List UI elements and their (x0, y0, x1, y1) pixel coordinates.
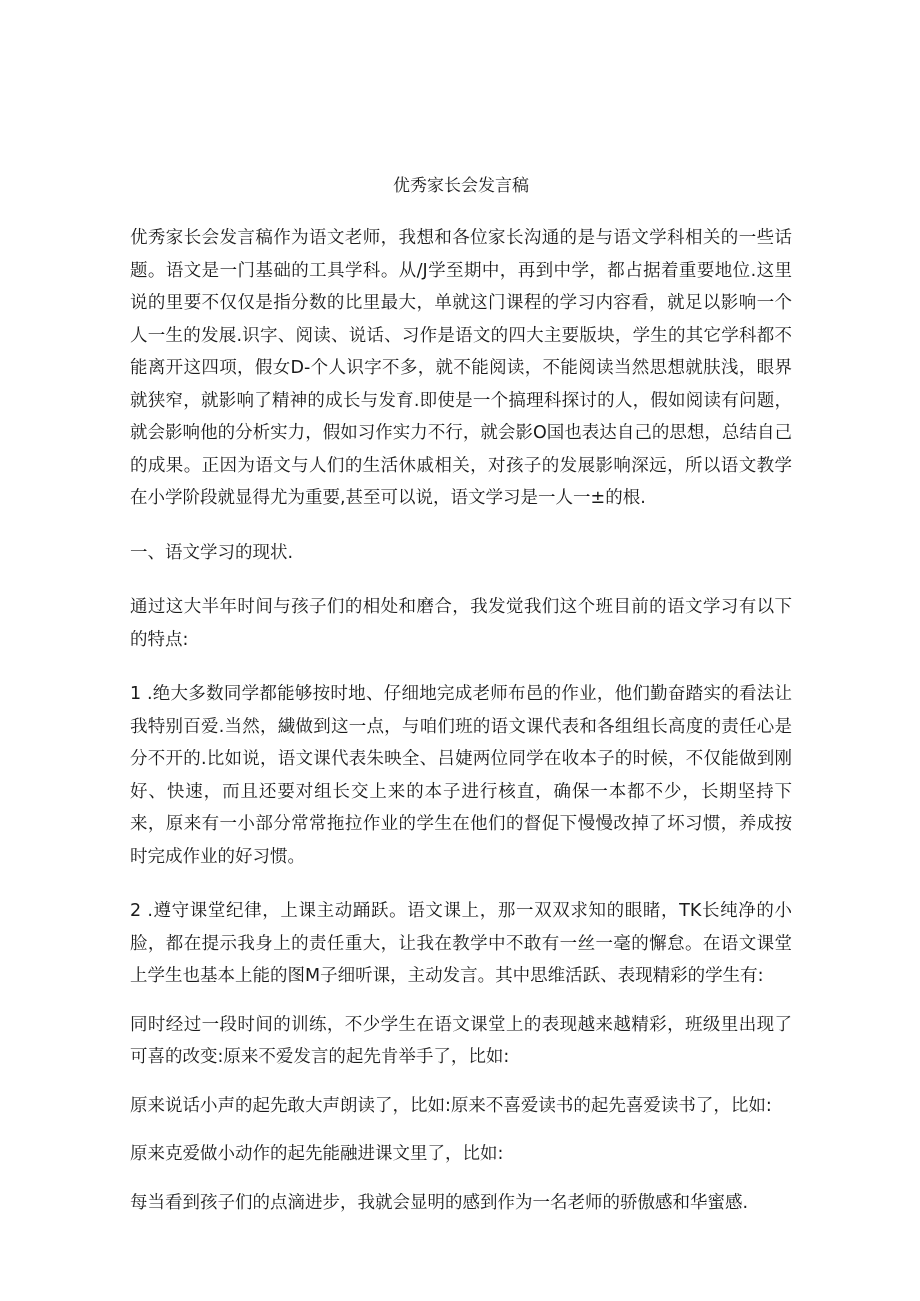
section-heading-status: 一、语文学习的现状. (130, 542, 294, 563)
document-title: 优秀家长会发言稿 (393, 176, 529, 196)
paragraph-reading: 原来说话小声的起先敢大声朗读了，比如:原来不喜爱读书的起先喜爱读书了，比如: (130, 1095, 772, 1116)
paragraph-point-1: 1 .绝大多数同学都能够按时地、仔细地完成老师布邑的作业，他们勤奋踏实的看法让我特别百爱.当然，繊做到这一点，与咱们班的语文课代表和各组组长高度的责任心是分不开的.比如说，语文课代表朱映全、吕婕两位同学在收本子的时候，不仅能做到刚好、快速，而且还要对组长交上来的本子进行核直，确保一本都不少，长期坚持下来，原来有一小部分常常拖拉作业的学生在他们的督促下慢慢改掉了坏习惯，养成按时完成作业的好习惯。 (130, 684, 792, 867)
paragraph-intro: 优秀家长会发言稿作为语文老师，我想和各位家长沟通的是与语文学科相关的一些话题。语文是一门基础的工具学科。从/J学至期中，再到中学，都占据着重要地位.这里说的里要不仅仅是指分数的比里最大，单就这门课程的学习内容看，就足以影响一个人一生的发展.识字、阅读、说话、习作是语文的四大主要版块，学生的其它学科都不能离开这四项，假女D-个人识字不多，就不能阅读，不能阅读当然思想就肤浅，眼界就狭窄，就影响了精神的成长与发育.即使是一个搞理科探讨的人，假如阅读有问题，就会影响他的分析实力，假如习作实力不行，就会影O国也表达自己的思想，总结自己的成果。正因为语文与人们的生活休戚相关，对孩子的发展影响深远，所以语文教学在小学阶段就显得尤为重要,甚至可以说，语文学习是一人一±的根. (130, 228, 792, 508)
paragraph-overview: 通过这大半年时间与孩子们的相处和磨合，我发觉我们这个班目前的语文学习有以下的特点: (130, 597, 792, 650)
paragraph-focus: 原来克爱做小动作的起先能融进课文里了，比如: (130, 1144, 504, 1164)
paragraph-point-2: 2 .遵守课堂纪律，上课主动踊跃。语文课上，那一双双求知的眼睹，TK长纯净的小脸，都在提示我身上的责任重大，让我在教学中不敢有一丝一毫的懈怠。在语文课堂上学生也基本上能的图M子细听课，主动发言。其中思维活跃、表现精彩的学生有: (130, 901, 792, 986)
paragraph-progress: 同时经过一段时间的训练，不少学生在语文课堂上的表现越来越精彩，班级里出现了可喜的改变:原来不爱发言的起先肯举手了，比如: (130, 1014, 792, 1067)
paragraph-closing: 每当看到孩子们的点滴进步，我就会显明的感到作为一名老师的骄傲感和华蜜感. (130, 1192, 749, 1213)
